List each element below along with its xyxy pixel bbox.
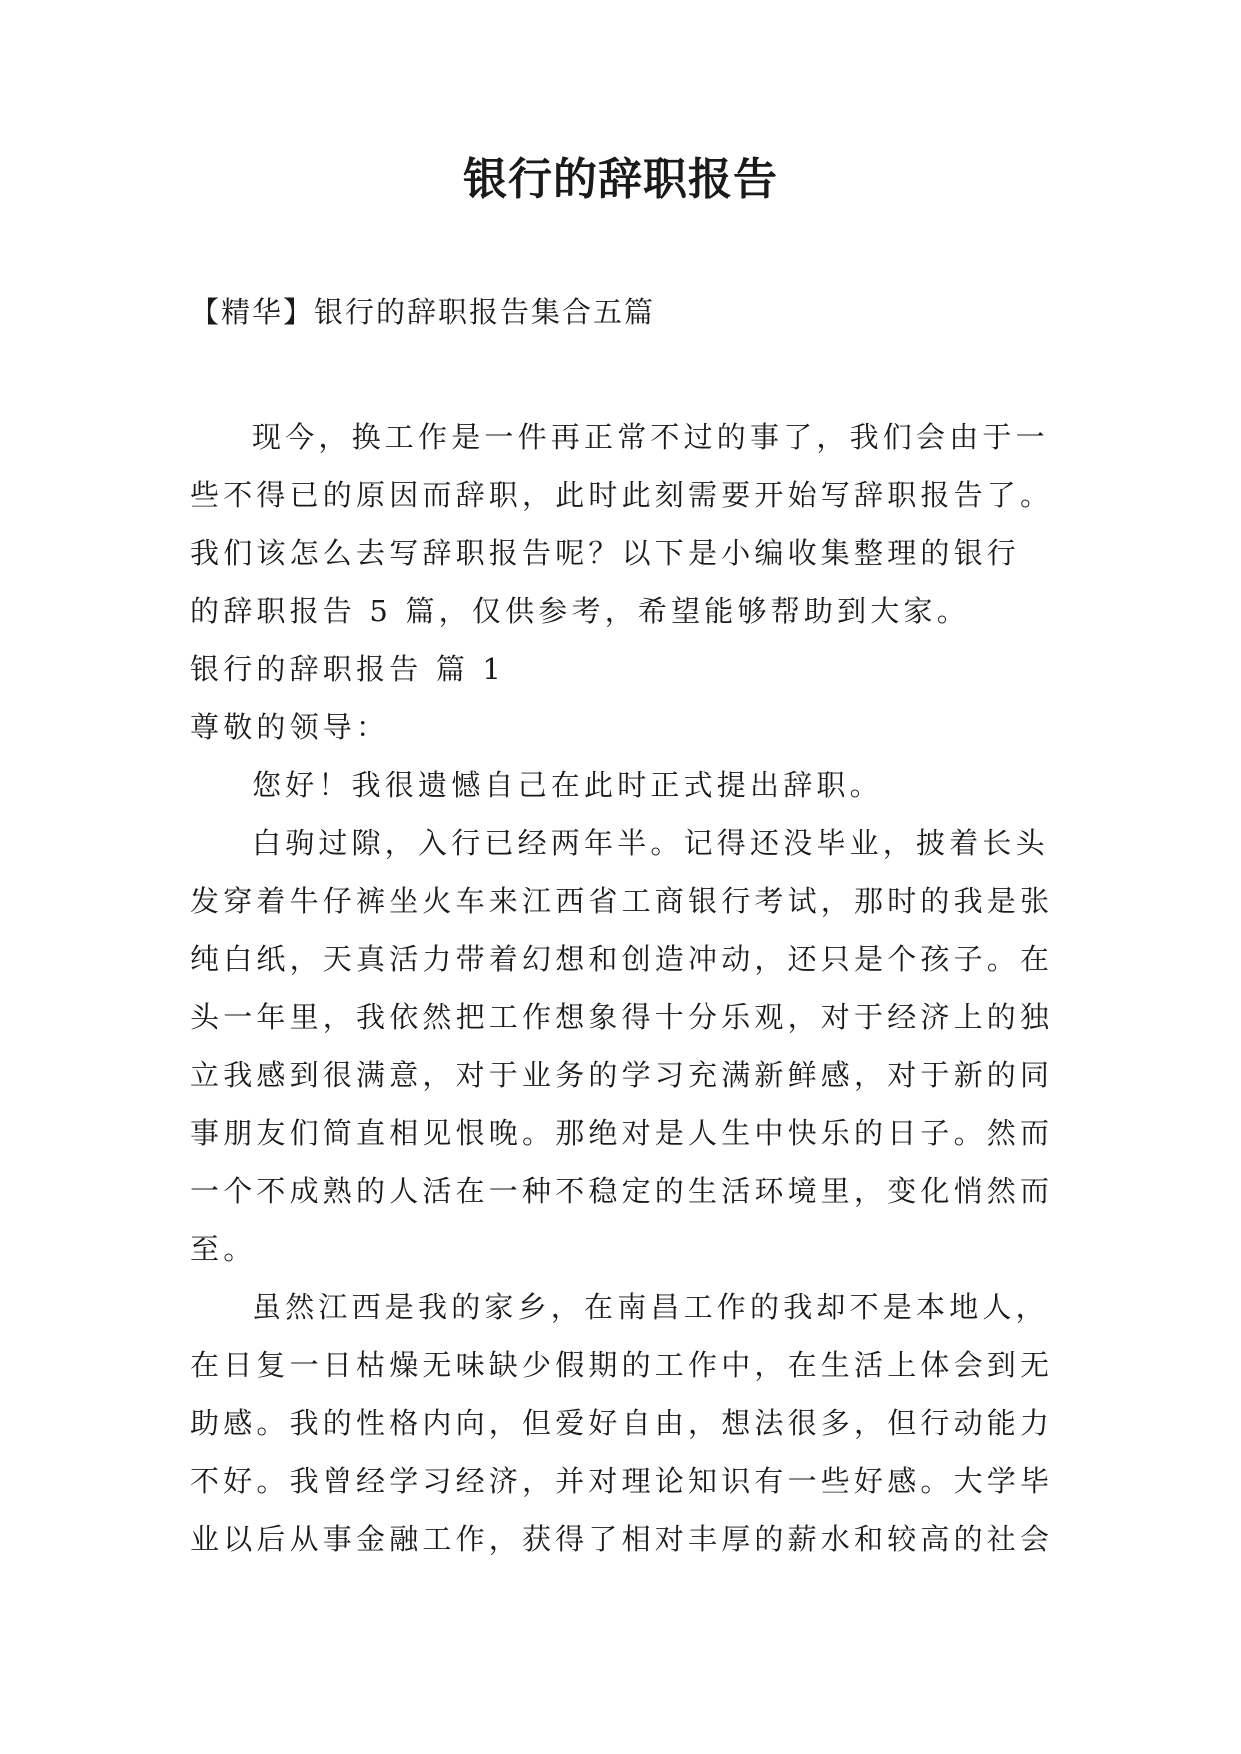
salutation: 尊敬的领导： bbox=[190, 710, 390, 744]
body-line: 白驹过隙，入行已经两年半。记得还没毕业，披着长头 bbox=[252, 826, 1049, 860]
body-line: 我们该怎么去写辞职报告呢？以下是小编收集整理的银行 bbox=[190, 536, 1021, 570]
body-line: 纯白纸，天真活力带着幻想和创造冲动，还只是个孩子。在 bbox=[190, 942, 1054, 976]
body-line: 虽然江西是我的家乡，在南昌工作的我却不是本地人， bbox=[252, 1290, 1049, 1324]
body-line: 现今，换工作是一件再正常不过的事了，我们会由于一 bbox=[252, 420, 1049, 454]
body-line: 助感。我的性格内向，但爱好自由，想法很多，但行动能力 bbox=[190, 1406, 1054, 1440]
document-subtitle: 【精华】银行的辞职报告集合五篇 bbox=[190, 295, 656, 329]
body-line: 业以后从事金融工作，获得了相对丰厚的薪水和较高的社会 bbox=[190, 1522, 1054, 1556]
body-line: 不好。我曾经学习经济，并对理论知识有一些好感。大学毕 bbox=[190, 1464, 1054, 1498]
body-line: 您好！我很遗憾自己在此时正式提出辞职。 bbox=[252, 768, 883, 802]
body-line: 事朋友们简直相见恨晚。那绝对是人生中快乐的日子。然而 bbox=[190, 1116, 1054, 1150]
section-heading: 银行的辞职报告 篇 1 bbox=[190, 652, 506, 686]
body-line: 一个不成熟的人活在一种不稳定的生活环境里，变化悄然而 bbox=[190, 1174, 1054, 1208]
body-line: 立我感到很满意，对于业务的学习充满新鲜感，对于新的同 bbox=[190, 1058, 1054, 1092]
body-line: 的辞职报告 5 篇，仅供参考，希望能够帮助到大家。 bbox=[190, 594, 970, 628]
body-line: 发穿着牛仔裤坐火车来江西省工商银行考试，那时的我是张 bbox=[190, 884, 1054, 918]
body-line: 头一年里，我依然把工作想象得十分乐观，对于经济上的独 bbox=[190, 1000, 1054, 1034]
body-line: 在日复一日枯燥无味缺少假期的工作中，在生活上体会到无 bbox=[190, 1348, 1054, 1382]
document-body bbox=[190, 408, 1090, 1568]
body-line: 些不得已的原因而辞职，此时此刻需要开始写辞职报告了。 bbox=[190, 478, 1054, 512]
document-title: 银行的辞职报告 bbox=[463, 154, 778, 205]
body-line: 至。 bbox=[190, 1232, 257, 1266]
